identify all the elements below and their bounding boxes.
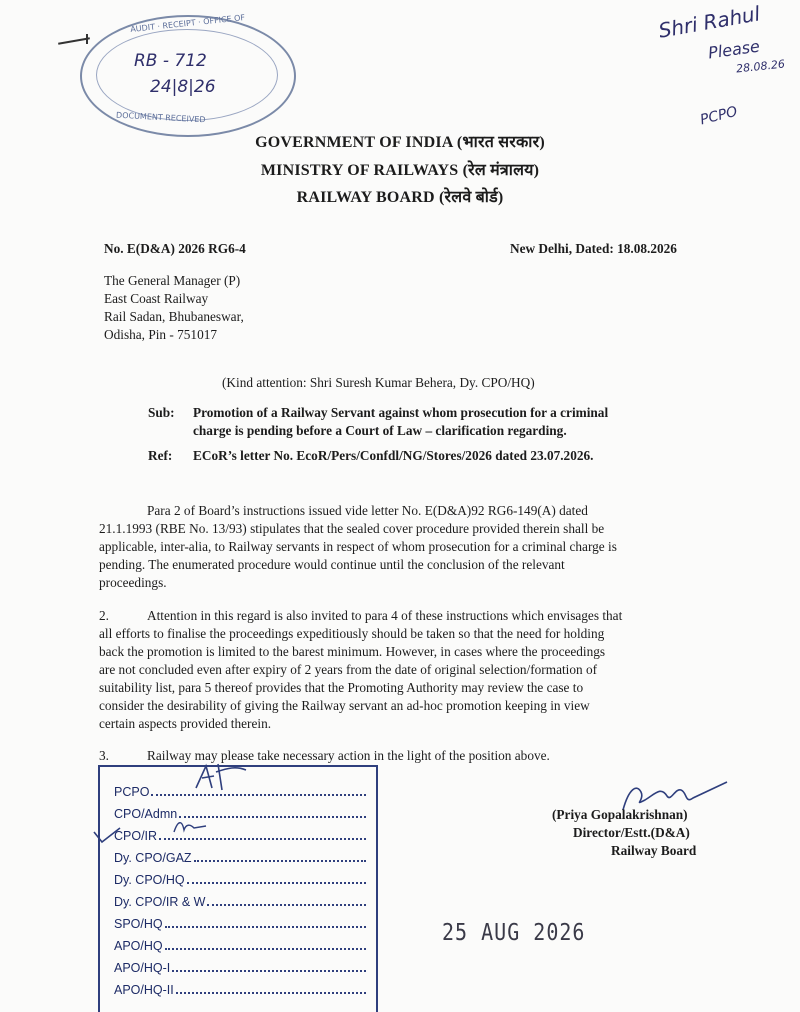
handwritten-pcpo-note: PCPO: [698, 103, 740, 129]
header-ministry: MINISTRY OF RAILWAYS (रेल मंत्रालय): [260, 162, 540, 179]
reference-text: ECoR’s letter No. EcoR/Pers/Confdl/NG/Stores/2026 dated 23.07.2026.: [193, 448, 594, 463]
para2-line: back the promotion is limited to the barest minimum. However, in cases where the proceedings: [99, 644, 606, 659]
stamp-date: 24|8|26: [150, 77, 216, 97]
header-government: GOVERNMENT OF INDIA (भारत सरकार): [255, 134, 545, 151]
para2-number: 2.: [99, 608, 109, 623]
para2-line: suitability list, para 5 thereof provides that the Promoting Authority may review the case to: [99, 680, 584, 695]
header-board: RAILWAY BOARD (रेलवे बोर्ड): [296, 189, 504, 206]
forwarding-list-box: [98, 765, 378, 1012]
reference-label: Ref:: [148, 448, 173, 463]
para1-line: 21.1.1993 (RBE No. 13/93) stipulates that the sealed cover procedure provided therein shall be: [99, 521, 605, 536]
stamp-inner-ring: [96, 29, 278, 121]
received-date-stamp: 25 AUG 2026: [442, 918, 586, 946]
paragraph-3: Railway may please take necessary action in the light of the position above.: [147, 748, 550, 763]
para3-number: 3.: [99, 748, 109, 763]
para1-line: proceedings.: [99, 575, 167, 590]
paragraph-1: [99, 502, 713, 592]
para2-line: are not concluded even after expiry of 2 years from the date of original selection/formation of: [99, 662, 598, 677]
paragraph-2: [99, 607, 713, 733]
forwarding-item: CPO/IR: [114, 825, 366, 843]
forwarding-item: SPO/HQ: [114, 913, 366, 931]
subject-line-1: Promotion of a Railway Servant against whom prosecution for a criminal: [193, 405, 609, 420]
forwarding-item: APO/HQ-I: [114, 957, 366, 975]
forwarding-item: Dy. CPO/IR & W: [114, 891, 366, 909]
receipt-stamp: [80, 15, 296, 137]
para2-line: certain aspects provided therein.: [99, 716, 272, 731]
forwarding-item: PCPO: [114, 781, 366, 799]
tick-mark: [92, 826, 122, 846]
stamp-top-text: AUDIT · RECEIPT · OFFICE OF: [129, 13, 246, 34]
letter-date: New Delhi, Dated: 18.08.2026: [510, 241, 677, 256]
subject-line-2: charge is pending before a Court of Law – clarification regarding.: [193, 423, 567, 438]
initials-cpo-ir: [170, 816, 210, 836]
para2-line: consider the desirability of giving the Railway servant an ad-hoc promotion keeping in view: [99, 698, 590, 713]
stamp-number: RB - 712: [134, 51, 207, 71]
address-block: [104, 272, 244, 344]
signatory-designation: Director/Estt.(D&A): [573, 825, 690, 840]
address-line: Odisha, Pin - 751017: [104, 327, 218, 342]
signatory-office: Railway Board: [611, 843, 697, 858]
letter-number: No. E(D&A) 2026 RG6-4: [104, 241, 246, 256]
forwarding-item: CPO/Admn: [114, 803, 366, 821]
signatory-name: (Priya Gopalakrishnan): [552, 807, 688, 822]
address-line: East Coast Railway: [104, 291, 209, 306]
para1-line: Para 2 of Board’s instructions issued vide letter No. E(D&A)92 RG6-149(A) dated: [147, 503, 588, 518]
handwritten-signature-note: Please: [706, 36, 761, 63]
forwarding-item: Dy. CPO/HQ: [114, 869, 366, 887]
para2-line: all efforts to finalise the proceedings expeditiously should be taken so that the need for holding: [99, 626, 605, 641]
handwritten-signature-date: 28.08.26: [735, 57, 786, 76]
handwritten-signature-name: Shri Rahul: [656, 1, 762, 43]
initials-mark: [192, 760, 252, 794]
pen-tick: [86, 34, 88, 44]
para1-line: pending. The enumerated procedure would continue until the conclusion of the relevant: [99, 557, 565, 572]
para1-line: applicable, inter-alia, to Railway servants in respect of whom prosecution for a criminal charge is: [99, 539, 617, 554]
address-line: Rail Sadan, Bhubaneswar,: [104, 309, 244, 324]
para2-line: Attention in this regard is also invited to para 4 of these instructions which envisages that: [147, 608, 623, 623]
forwarding-item: Dy. CPO/GAZ: [114, 847, 366, 865]
address-line: The General Manager (P): [104, 273, 241, 288]
stamp-bottom-text: DOCUMENT RECEIVED: [115, 110, 206, 125]
kind-attention: (Kind attention: Shri Suresh Kumar Behera, Dy. CPO/HQ): [222, 375, 535, 390]
forwarding-item: APO/HQ: [114, 935, 366, 953]
forwarding-item: APO/HQ-II: [114, 979, 366, 997]
subject-label: Sub:: [148, 405, 175, 420]
